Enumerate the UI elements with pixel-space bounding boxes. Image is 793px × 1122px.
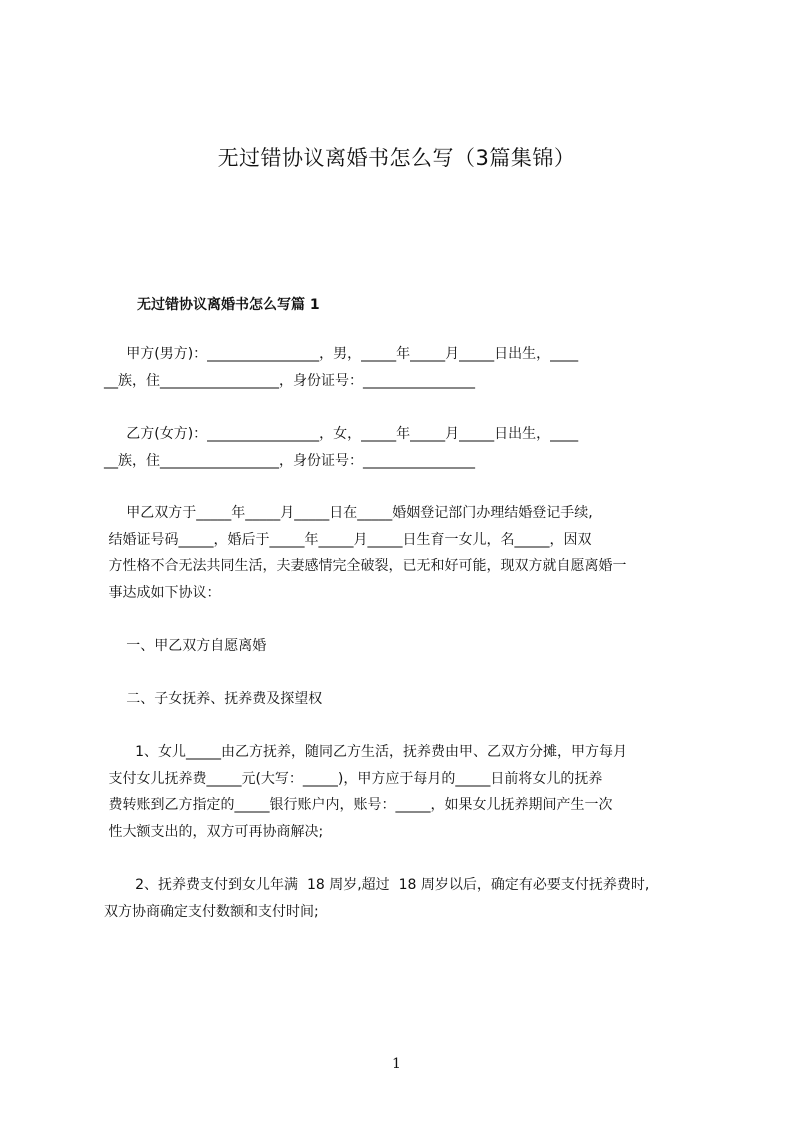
paragraph-line: 费转账到乙方指定的_____银行账户内，账号：_____，如果女儿抚养期间产生一次 — [104, 797, 613, 813]
paragraph-line: __族，住_________________，身份证号：________________ — [104, 372, 475, 389]
paragraph-line: 二、子女抚养、抚养费及探望权 — [104, 691, 323, 707]
party-a-paragraph — [104, 341, 716, 394]
paragraph-line: 乙方(女方)：________________，女，_____年_____月_____日出生，____ — [104, 426, 579, 442]
paragraph-line: 结婚证号码_____，婚后于_____年_____月_____日生育一女儿，名_____，因双 — [104, 531, 592, 548]
section-heading: 无过错协议离婚书怎么写篇 1 — [137, 297, 320, 313]
paragraph-line: 双方协商确定支付数额和支付时间; — [104, 903, 319, 920]
party-b-paragraph — [104, 421, 716, 474]
paragraph-line: 1、女儿_____由乙方抚养，随同乙方生活，抚养费由甲、乙双方分摊，甲方每月 — [104, 744, 628, 760]
child-support-item-1 — [104, 739, 716, 845]
clause-two-heading — [104, 686, 716, 713]
paragraph-line: 甲乙双方于_____年_____月_____日在_____婚姻登记部门办理结婚登记手续, — [104, 505, 593, 521]
paragraph-line: 性大额支出的，双方可再协商解决; — [104, 823, 324, 840]
child-support-item-2 — [104, 872, 716, 925]
paragraph-line: 支付女儿抚养费_____元(大写：_____)，甲方应于每月的_____日前将女儿的抚养 — [104, 770, 603, 787]
clause-one-heading — [104, 633, 716, 660]
marriage-background-paragraph — [104, 500, 716, 606]
paragraph-line: 一、甲乙双方自愿离婚 — [104, 638, 267, 654]
paragraph-line: 2、抚养费支付到女儿年满 18 周岁,超过 18 周岁以后，确定有必要支付抚养费时, — [104, 877, 650, 893]
document-title: 无过错协议离婚书怎么写（3篇集锦） — [217, 146, 576, 170]
paragraph-line: 事达成如下协议： — [104, 584, 221, 601]
paragraph-line: 甲方(男方)：________________，男，_____年_____月_____日出生，____ — [104, 346, 579, 362]
paragraph-line: __族，住_________________，身份证号：________________ — [104, 452, 475, 469]
page-number: 1 — [392, 1056, 401, 1072]
paragraph-line: 方性格不合无法共同生活，夫妻感情完全破裂，已无和好可能，现双方就自愿离婚一 — [104, 558, 627, 574]
